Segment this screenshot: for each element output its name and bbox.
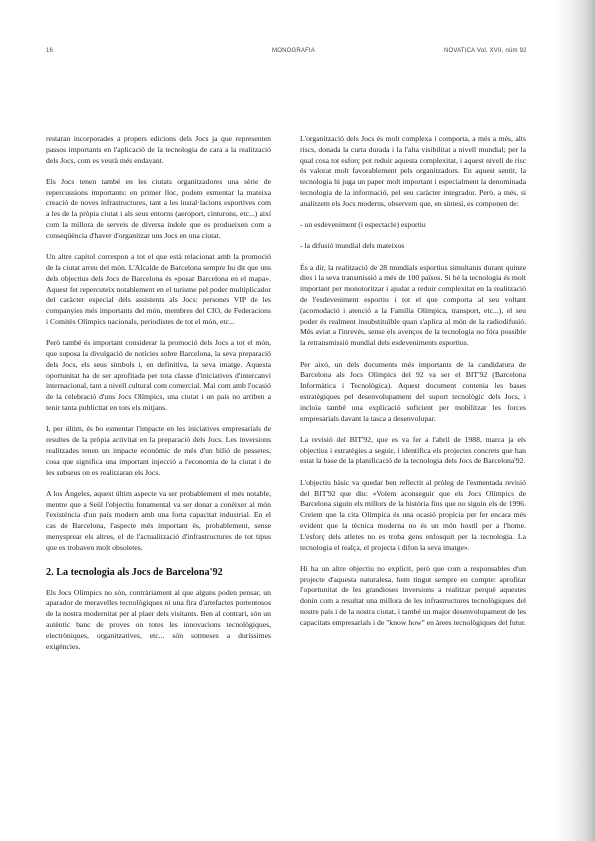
paragraph: És a dir, la realització de 28 mundials esportius simultanis durant quinze dies i la seva transmissió a més de 100 països. Si bé la tecnologia és molt important per monotoritzar i ajudar a reduir complexitat en la realització de l'esdeveniment esportiu i tot el que comporta al seu voltant (acomodació i atenció a la Família Olímpica, transport, etc...), el seu poder és realment insubstituïble quan s'aplica al món de la radiodifusió. Més aviat a l'inrevés, sense els avenços de la tecnologia no fóra possible la retransmissió mundial dels esdeveniments esportius. [300,262,526,348]
left-column [46,134,271,663]
paragraph: Els Jocs tenen també en les ciutats organitzadores una sèrie de repercussions importants: en primer lloc, podem esmentar la mateixa creació de noves infrastructures, tant a les instal·lacions esportives com a les de la pròpia ciutat i als seus entorns (aeroport, cinturons, etc...) així com la millora de serveis de diversa índole que es produeixen com a conseqüència d'haver d'organitzar uns Jocs en una ciutat. [46,176,271,240]
paragraph: Un altre capítol correspon a tot el que està relacionat amb la promoció de la ciutat arreu del món. L'Alcalde de Barcelona sempre hu dit que uns dels objectius dels Jocs de Barcelona és «posar Barcelona en el mapa». Aquest fet repercuteix notablement en el turisme pel poder multiplicador del caràcter especial dels assistents als Jocs: persones VIP de les companyies més importants del món, membres del CIO, de Federacions i Comitès Olímpics nacionals, periodistes de tot el món, etc... [46,252,271,326]
bullet-list [300,220,526,252]
section-heading: 2. La tecnologia als Jocs de Barcelona'92 [46,566,223,578]
paragraph: Però també és important considerar la promoció dels Jocs a tot el món, que suposa la divulgació de notícies sobre Barcelona, la seva preparació dels Jocs, els seus símbols i, en definitiva, la seva imatge. Aquesta oportunitat ha de ser aprofitada per tota classe d'iniciatives d'intercanvi internacional, tant a nivell cultural com comercial. Mai com amb l'ocasió de la celebració d'uns Jocs Olímpics, una ciutat i un país no arriben a tenir tanta publicitat en tots els mitjans. [46,338,271,413]
paragraph: restaran incorporades a propers edicions dels Jocs ja que representen passos importants en l'aplicació de la tecnologia de cara a la realització dels Jocs, com es veurà més endavant. [46,134,271,165]
list-item: - la difusió mundial dels mateixos [300,241,405,251]
paragraph: A los Ángeles, aquest últim aspecte va ser probablement el més notable, mentre que a Seül l'objectiu fonamental va ser donar a conèixer al món l'existència d'un país modern amb una forta capacitat industrial. En el cas de Barcelona, l'aspecte més important és, probablement, sense menysprear els altres, el de l'actualització d'infrastructures de tot tipus que es trobaven molt obsoletes. [46,488,271,552]
journal-reference: NOVATICA Vol. XVII, núm 92 [444,48,527,54]
paragraph: La revisió del BIT'92, que es va fer a l'abril de 1988, marca ja els objectius i estratègies a seguir, i identifica els projectes concrets que han estat la base de la planificació de la tecnologia dels Jocs de Barcelona'92. [300,434,526,466]
page-number: 16 [46,48,54,54]
paragraph: Els Jocs Olímpics no són, contràriament al que alguns poden pensar, un aparador de meravelles tecnològiques ni una fira d'artefactes portentosos de la nostra modernitat per al plaer dels visitants. Ben al contrari, són un autèntic banc de proves on totes les innovacions tecnològiques, electròniques, organitzatives, etc... són sotmeses a duríssimes exigències. [46,587,271,651]
paragraph: I, per últim, és bo esmentar l'impacte en les iniciatives empresarials de resultes de la pròpia activitat en la preparació dels Jocs. Les inversions realitzades tenen un impacte econòmic de més d'un bilió de pessetes, cosa que significa una important injecció a l'economia de la ciutat i de les subseus on es realitzaran els Jocs. [46,424,271,477]
paragraph: Hi ha un altre objectiu no explícit, però que com a responsables d'un projecte d'aquesta naturalesa, hem tingut sempre en compte: aprofitar l'oportunitat de les grandioses inversions a realitzar perquè aquestes donin com a resultat una millora de les infrastructures tecnològiques del nostre país i de la nostra ciutat, i també un major desenvolupament de les capacitats empresarials i de "know how" en àrees tecnològiques del futur. [300,563,526,627]
right-column [300,134,526,639]
paragraph: L'objectiu bàsic va quedar ben reflectit al pròleg de l'esmentada revisió del BIT'92 que diu: «Volem aconseguir que els Jocs Olímpics de Barcelona siguin els millors de la història fins que no siguin els de 1996. Creiem que la cita Olímpica és una ocasió propícia per fer encara més evident que la tècnica moderna no és un món hostil per a l'home. L'esforç dels atletes no es troba gens enfosquit per la tecnologia. La tecnologia el realça, el projecta i difon la seva imatge». [300,477,526,552]
list-item: - un esdeveniment (i espectacle) esportiu [300,220,426,230]
paragraph: L'organització dels Jocs és molt complexa i comporta, a més a més, alts riscs, donada la curta durada i la l'alta visibilitat a nivell mundial; per la qual cosa tot esforç pot reduir aquesta complexitat, i aquest nivell de risc és valorat molt favorablement pels organitzadors. En aquest sentit, la tecnologia hi juga un paper molt important i especialment la denominada tecnologia de la informació, pel seu caràcter integrador. Però, a més, si analitzem els Jocs moderns, observem que, en síntesi, es componen de: [300,134,526,208]
section-title: MONOGRAFIA [272,48,316,54]
paragraph: Per això, un dels documents més importants de la candidatura de Barcelona als Jocs Olímpics del 92 va ser el BIT'92 (Barcelona Informàtica i Tecnològica). Aquest document contenia les bases estratègiques pel desenvolupament del suport tecnològic dels Jocs, i incloïa també una explicació suficient per mobilitzar les forces empresarials davant la tasca a desenvolupar. [300,359,526,423]
